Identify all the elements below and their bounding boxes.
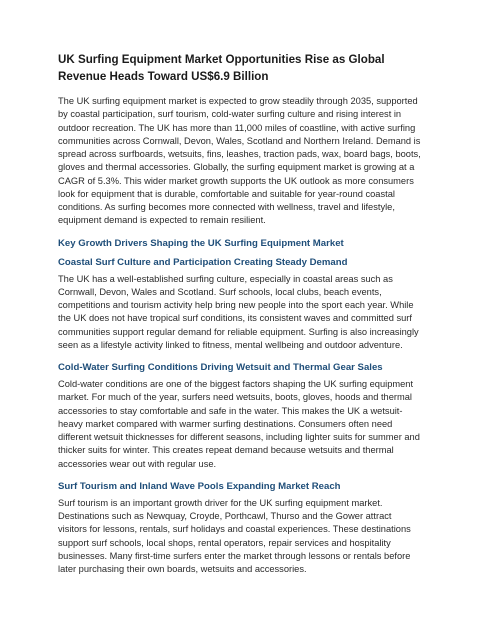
- subsection-heading-coastal-culture: Coastal Surf Culture and Participation Creating Steady Demand: [58, 256, 348, 268]
- subsection-heading-surf-tourism: Surf Tourism and Inland Wave Pools Expanding Market Reach: [58, 480, 341, 492]
- article-title: UK Surfing Equipment Market Opportunities Rise as Global Revenue Heads Toward US$6.9 Billion: [58, 53, 385, 83]
- subsection-body-cold-water: Cold-water conditions are one of the biggest factors shaping the UK surfing equipment market. For much of the year, surfers need wetsuits, boots, gloves, hoods and thermal accessories to stay comfortable and safe in the water. This makes the UK a wetsuit-heavy market compared with warmer surfing destinations. Consumers often need different wetsuit thicknesses for different seasons, including lighter suits for summer and thicker suits for winter. This creates repeat demand because wetsuits and thermal accessories wear out with regular use.: [58, 379, 420, 469]
- section-heading: Key Growth Drivers Shaping the UK Surfing Equipment Market: [58, 237, 344, 249]
- subsection-body-coastal-culture: The UK has a well-established surfing culture, especially in coastal areas such as Cornwall, Devon, Wales and Scotland. Surf schools, local clubs, beach events, competitions and tourism activity help bring new people into the sport each year. While the UK does not have tropical surf conditions, its consistent waves and committed surf communities support regular demand for reliable equipment. Surfing is also increasingly seen as a lifestyle activity linked to fitness, mental wellbeing and outdoor adventure.: [58, 273, 419, 350]
- subsection-body-surf-tourism: Surf tourism is an important growth driver for the UK surfing equipment market. Destinations such as Newquay, Croyde, Porthcawl, Thurso and the Gower attract visitors for lessons, rentals, surf holidays and coastal experiences. These destinations support surf schools, local shops, rental operators, repair services and hospitality businesses. Many first-time surfers enter the market through lessons or rentals before later purchasing their own boards, wetsuits and accessories.: [58, 497, 411, 574]
- subsection-heading-cold-water: Cold-Water Surfing Conditions Driving Wetsuit and Thermal Gear Sales: [58, 362, 383, 373]
- intro-paragraph: The UK surfing equipment market is expected to grow steadily through 2035, supported by coastal participation, surf tourism, cold-water surfing culture and rising interest in outdoor recreation. The UK has more than 11,000 miles of coastline, with active surfing communities across Cornwall, Devon, Wales, Scotland and Northern Ireland. Demand is spread across surfboards, wetsuits, fins, leashes, traction pads, wax, board bags, boots, gloves and thermal accessories. Globally, the surfing equipment market is growing at a CAGR of 5.3%. This wider market growth supports the UK outlook as more consumers look for equipment that is durable, comfortable and suitable for year-round coastal conditions. As surfing becomes more connected with wellness, travel and lifestyle, equipment demand is expected to remain resilient.: [58, 96, 421, 226]
